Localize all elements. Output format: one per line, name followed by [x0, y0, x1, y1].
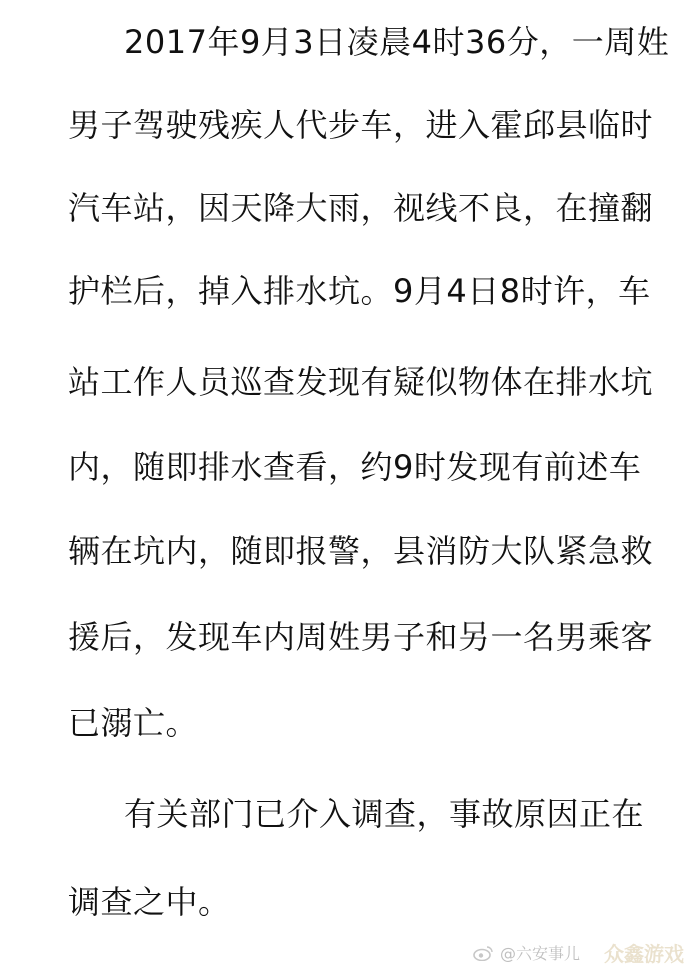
weibo-icon [472, 944, 494, 962]
text-line: 有关部门已介入调查，事故原因正在 [124, 795, 645, 833]
text-line: 护栏后，掉入排水坑。9月4日8时许，车 [68, 272, 651, 310]
watermark-logo: 众鑫游戏 [604, 942, 684, 966]
text-line: 内，随即排水查看，约9时发现有前述车 [68, 448, 642, 486]
text-line: 2017年9月3日凌晨4时36分，一周姓 [124, 23, 670, 61]
text-line: 站工作人员巡查发现有疑似物体在排水坑 [68, 363, 654, 401]
text-line: 援后，发现车内周姓男子和另一名男乘客 [68, 618, 654, 656]
text-line: 男子驾驶残疾人代步车，进入霍邱县临时 [68, 106, 654, 144]
text-line: 辆在坑内，随即报警，县消防大队紧急救 [68, 532, 654, 570]
text-line: 汽车站，因天降大雨，视线不良，在撞翻 [68, 189, 654, 227]
text-line: 已溺亡。 [68, 704, 199, 742]
watermark-source: @六安事儿 [499, 944, 580, 963]
text-line: 调查之中。 [68, 883, 231, 921]
watermark [472, 938, 684, 967]
